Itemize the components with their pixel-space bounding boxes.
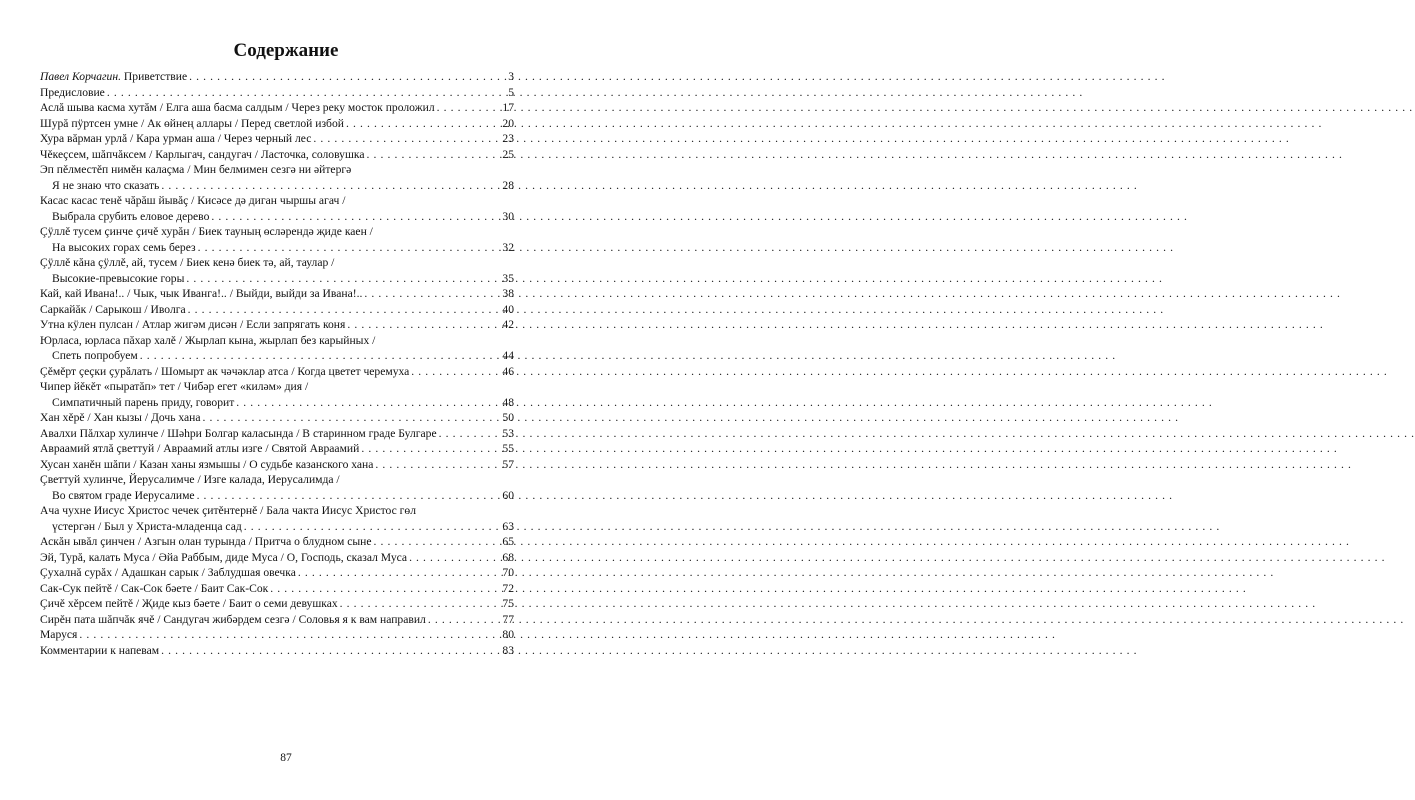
toc-leader-dots (189, 69, 502, 85)
toc-leader-dots (364, 286, 500, 302)
toc-entry-title (40, 565, 296, 581)
toc-leader-dots (244, 519, 501, 535)
toc-entry-page: 80 (502, 628, 514, 641)
toc-entry-page: 35 (502, 271, 514, 285)
toc-entry-text: Выбрала срубить еловое дерево (52, 209, 210, 223)
page-number: 87 (280, 752, 292, 764)
toc-entry-page: 68 (502, 550, 514, 564)
toc-entry-page: 53 (502, 426, 514, 440)
toc-entry-title (40, 100, 435, 116)
toc-entry-title (40, 441, 359, 457)
toc-entry-title (40, 364, 409, 380)
toc-entry-text: Спеть попробуем (52, 349, 138, 362)
toc-entry (40, 317, 514, 333)
toc-entry-title (40, 147, 364, 163)
toc-entry-page: 30 (502, 209, 514, 223)
toc-entry (40, 519, 514, 535)
toc-entry (40, 100, 514, 116)
toc-entry-text: Хусан ханěн шăпи / Казан ханы язмышы / О судьбе казанского хана (40, 457, 374, 471)
toc-entry-title (40, 643, 159, 659)
toc-leader-dots (236, 395, 500, 411)
toc-entry (40, 224, 514, 240)
toc-entry (40, 302, 514, 318)
toc-entry-title (40, 581, 268, 597)
toc-leader-dots (313, 131, 500, 147)
toc-entry-title (40, 193, 345, 209)
toc-leader-dots (366, 147, 500, 163)
toc-entry-title (40, 178, 159, 194)
toc-entry-page: 40 (502, 302, 514, 316)
toc-entry-text: Хан хěрě / Хан кызы / Дочь хана (40, 411, 201, 424)
toc-leader-dots (340, 596, 501, 612)
toc-entry (40, 85, 514, 101)
toc-leader-dots (298, 565, 501, 581)
toc-leader-dots (346, 116, 500, 132)
toc-entry-title (40, 534, 371, 550)
toc-entry-text: Çěмěрт çеçки çурăлать / Шомырт ак чәчәклар атса / Когда цветет черемуха (40, 364, 410, 378)
toc-entry-title (40, 379, 308, 395)
toc-entry-page: 75 (502, 597, 514, 610)
toc-leader-dots (409, 550, 500, 566)
toc-entry (40, 240, 514, 256)
toc-entry-page: 38 (502, 287, 514, 300)
toc-entry-title (40, 612, 426, 628)
toc-leader-dots (411, 364, 500, 380)
toc-entry-title (40, 85, 105, 101)
toc-leader-dots (198, 240, 501, 256)
toc-entry-page: 46 (502, 364, 514, 378)
toc-entry (40, 348, 514, 364)
toc-entry-text: Эй, Турă, калать Муса / Әйа Раббым, диде Муса / О, Господь, сказал Муса (40, 550, 408, 564)
toc-entry-title (40, 348, 138, 364)
toc-entry-title (40, 302, 186, 318)
toc-entry-page: 20 (502, 116, 514, 130)
toc-entry-title (40, 131, 311, 147)
toc-entry-title (40, 488, 195, 504)
toc-entry-title (40, 472, 340, 488)
toc-entry-text: Высокие-превысокие горы (52, 271, 185, 285)
toc-leader-dots (161, 643, 500, 659)
toc-entry-page: 28 (502, 178, 514, 192)
toc-entry-text: Приветствие (121, 70, 188, 83)
toc-entry-page: 72 (502, 581, 514, 595)
toc-entry-title (40, 395, 234, 411)
toc-leader-dots (107, 85, 502, 101)
toc-entry-text: үстергән / Был у Христа-младенца сад (52, 519, 242, 533)
toc-leader-dots (211, 209, 500, 225)
toc-entry-page: 83 (502, 643, 514, 657)
toc-entry (40, 209, 514, 225)
toc-entry-text: Во святом граде Иерусалиме (52, 488, 195, 502)
toc-entry-text: Я не знаю что сказать (52, 178, 160, 192)
toc-entry-title (40, 209, 209, 225)
toc-leader-dots (79, 627, 500, 643)
toc-entry-page: 44 (502, 349, 514, 362)
toc-leader-dots (439, 426, 501, 442)
toc-entry-title (40, 627, 77, 643)
toc-entry-title (40, 457, 373, 473)
toc-leader-dots (361, 441, 500, 457)
toc-entry-text: Чипер йěкěт «пыратăп» тет / Чибәр егет «киләм» дия / (40, 380, 309, 393)
toc-entry (40, 581, 514, 597)
toc-entry-text: Сак-Сук пейтě / Сак-Сок бәете / Баит Сак-Сок (40, 581, 269, 595)
toc-leader-dots (270, 581, 500, 597)
toc-entry-text: Маруся (40, 628, 78, 641)
toc-entry (40, 596, 514, 612)
toc-entry-text: Саркайăк / Сарыкош / Иволга (40, 302, 186, 316)
toc-entry (40, 488, 514, 504)
toc-entry (40, 426, 514, 442)
toc-entry (40, 472, 514, 488)
toc-entry (40, 333, 514, 349)
toc-entry (40, 627, 514, 643)
toc-entry-page: 17 (502, 101, 514, 114)
toc-leader-dots (203, 410, 501, 426)
toc-entry-page: 3 (508, 70, 514, 83)
toc-entry-text: Кай, кай Ивана!.. / Чык, чык Иванга!.. / Выйди, выйди за Ивана!.. (40, 287, 363, 300)
toc-entry-page: 42 (502, 318, 514, 331)
toc-entry-text: Утна кÿлен пулсан / Атлар жигәм дисән / Если запрягать коня (40, 318, 346, 331)
toc-leader-dots (373, 534, 500, 550)
toc-entry-title (40, 317, 345, 333)
toc-entry (40, 162, 514, 178)
toc-entry-text: Предисловие (40, 85, 105, 99)
toc-entry (40, 534, 514, 550)
toc-entry (40, 286, 514, 302)
toc-entry-page: 70 (502, 566, 514, 579)
toc-entry-text: Çÿллě тусем çинче çичě хурăн / Биек тауның өсләрендә җиде каен / (40, 225, 373, 238)
toc-leader-dots (428, 612, 501, 628)
toc-leader-dots (197, 488, 501, 504)
toc-entry-page: 50 (502, 411, 514, 424)
toc-leader-dots (140, 348, 501, 364)
toc-entry-text: Çухалнă сурăх / Адашкан сарык / Заблудшая овечка (40, 566, 296, 579)
toc-entry-author: Павел Корчагин. (40, 70, 122, 83)
toc-entry-text: Эп пěлместěп нимěн калаçма / Мин белмимен сезгә ни әйтергә (40, 163, 352, 176)
toc-entry-page: 5 (508, 85, 514, 99)
toc-entry (40, 178, 514, 194)
toc-leader-dots (375, 457, 500, 473)
toc-entry (40, 69, 514, 85)
toc-entry-title (40, 240, 196, 256)
toc-entry (40, 395, 514, 411)
toc-entry (40, 503, 514, 519)
toc-entry-title (40, 503, 416, 519)
toc-entry (40, 131, 514, 147)
toc-entry-page: 63 (502, 519, 514, 533)
toc-entry (40, 410, 514, 426)
toc-entry (40, 565, 514, 581)
page-title: Содержание (233, 40, 339, 61)
toc-entry-title (40, 410, 201, 426)
toc-entry-page: 65 (502, 535, 514, 548)
toc-entry-title (40, 519, 242, 535)
toc-entry-page: 32 (502, 240, 514, 254)
toc-entry (40, 193, 514, 209)
toc-entry-text: Чěкеçсем, шăпчăксем / Карлыгач, сандугач / Ласточка, соловушка (40, 147, 365, 161)
toc-leader-dots (347, 317, 500, 333)
toc-entry-title (40, 426, 437, 442)
toc-entry-title (40, 333, 375, 349)
toc-entry-text: Аслă шыва касма хутăм / Елга аша басма салдым / Через реку мосток проложил (40, 101, 435, 114)
toc-entry (40, 643, 514, 659)
toc-entry-text: Комментарии к напевам (40, 643, 160, 657)
toc-entry-text: Симпатичный парень приду, говорит (52, 395, 235, 409)
toc-entry-text: Аскăн ывăл çинчен / Азгын олан турында / Притча о блудном сыне (40, 535, 372, 548)
toc-entry (40, 271, 514, 287)
toc-entry-text: Сирěн пата шăпчăк ячě / Сандугач жибәрдем сезгә / Соловья я к вам направил (40, 612, 426, 626)
toc-entry-title (40, 255, 334, 271)
toc-entry-text: Авраамий ятлă çветтуй / Авраамий атлы изге / Святой Авраамий (40, 442, 360, 455)
toc-leader-dots (161, 178, 500, 194)
toc-entry-page: 55 (502, 442, 514, 455)
toc-entry-title (40, 224, 373, 240)
toc-entry-page: 57 (502, 457, 514, 471)
toc-entry-title (40, 550, 407, 566)
toc-leader-dots (186, 271, 500, 287)
toc-entry (40, 550, 514, 566)
toc-entry-page: 48 (502, 395, 514, 409)
toc-leader-dots (188, 302, 501, 318)
toc-entry-text: Çветтуй хулинче, Йерусалимче / Изге калада, Иерусалимда / (40, 473, 340, 486)
toc-entry-text: Хура вăрман урлă / Кара урман аша / Через черный лес (40, 132, 312, 145)
toc-entry (40, 116, 514, 132)
toc-entry-page: 25 (502, 147, 514, 161)
toc-entry (40, 255, 514, 271)
toc-entry-page: 23 (502, 132, 514, 145)
toc-entry (40, 441, 514, 457)
toc-entry-text: Авалхи Пăлхар хулинче / Шәһри Болгар каласында / В старинном граде Булгаре (40, 426, 437, 440)
toc-entry-text: Юрласа, юрласа пăхар халě / Жырлап кына, жырлап без карыйных / (40, 333, 376, 347)
toc-entry-title (40, 162, 351, 178)
toc-entry (40, 147, 514, 163)
toc-entry-title (40, 596, 338, 612)
toc-entry-title (40, 271, 184, 287)
toc-entry-page: 77 (502, 612, 514, 626)
toc-entry (40, 457, 514, 473)
toc-entry-title (40, 286, 362, 302)
toc-entry-text: Шурă пÿртсен умне / Ак өйнең аллары / Перед светлой избой (40, 116, 344, 130)
toc-entry-title (40, 116, 344, 132)
toc-entry (40, 379, 514, 395)
toc-entry-text: Çÿллě кăна çÿллě, ай, тусем / Биек кенә биек тә, ай, таулар / (40, 256, 335, 269)
toc-entry-page: 60 (502, 488, 514, 502)
toc-entry-title (40, 69, 187, 85)
toc-entry (40, 364, 514, 380)
toc-entry-text: Касас касас тенě чăрăш йывăç / Кисәсе дә диган чыршы агач / (40, 194, 346, 207)
toc-entry-text: На высоких горах семь берез (52, 240, 196, 254)
toc-entry-text: Ача чухне Иисус Христос чечек çитěнтернě / Бала чакта Иисус Христос гөл (40, 504, 416, 517)
table-of-contents (40, 69, 514, 658)
toc-entry-text: Çичě хěрсем пейтě / Җиде кыз бәете / Баит о семи девушках (40, 597, 338, 610)
toc-leader-dots (437, 100, 501, 116)
toc-entry (40, 612, 514, 628)
